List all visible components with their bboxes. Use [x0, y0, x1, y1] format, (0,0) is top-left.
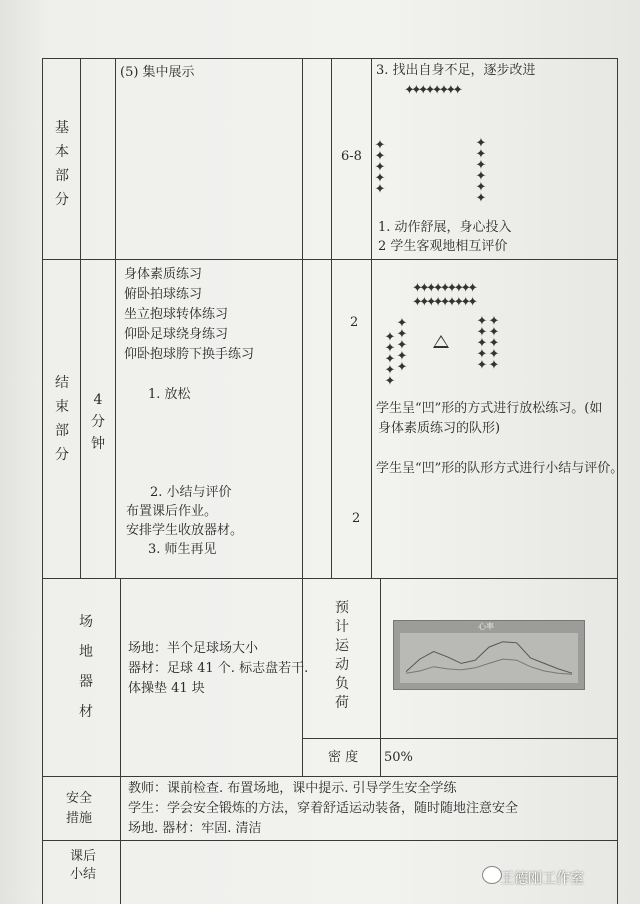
- chart-plot-area: [400, 633, 578, 683]
- end-section-label: 结 束 部 分: [55, 375, 69, 463]
- safety-line-3: 场地. 器材：牢固. 清洁: [128, 821, 262, 836]
- formation-col-c: ✦ ✦ ✦ ✦ ✦: [476, 314, 488, 373]
- heart-rate-series-1: [406, 642, 572, 674]
- safety-line-1: 教师：课前检查. 布置场地，课中提示. 引导学生安全学练: [128, 781, 457, 796]
- basic-notes-top: 3. 找出自身不足，逐步改进: [376, 63, 536, 78]
- row-divider-basic-end: [42, 259, 617, 260]
- formation-row-b: ✦✦✦✦✦✦✦✦✦: [412, 295, 475, 310]
- table-left-border: [42, 58, 43, 904]
- col-divider-load: [380, 578, 381, 776]
- load-label: 预 计 运 动 负 荷: [335, 600, 349, 711]
- end-content-5: 仰卧抱球胯下换手练习: [124, 347, 255, 362]
- end-org-note-2: 学生呈“凹”形的队形方式进行小结与评价。: [376, 461, 624, 476]
- venue-section-label: 场 地 器 材: [79, 614, 93, 720]
- density-label: 密 度: [328, 750, 359, 765]
- table-top-border: [42, 58, 617, 59]
- density-value: 50%: [384, 750, 413, 765]
- end-summary-1: 2. 小结与评价: [150, 485, 232, 500]
- watermark: 王德刚工作室: [500, 871, 584, 887]
- basic-section-label: 基 本 部 分: [55, 120, 69, 208]
- end-content-3: 坐立抱球转体练习: [124, 307, 229, 322]
- chart-title: 心率: [478, 622, 494, 631]
- formation-col-d: ✦ ✦ ✦ ✦ ✦: [488, 314, 500, 373]
- heart-rate-chart: [393, 620, 585, 690]
- formation-row-a: ✦✦✦✦✦✦✦✦✦: [412, 281, 475, 296]
- end-org-note-1a: 学生呈“凹”形的方式进行放松练习。(如: [376, 401, 603, 416]
- end-time-2: 2: [352, 511, 361, 526]
- safety-line-2: 学生：学会安全锻炼的方法，穿着舒适运动装备，随时随地注意安全: [128, 801, 519, 816]
- heart-rate-plot: [400, 633, 578, 683]
- end-summary-3: 安排学生收放器材。: [126, 523, 244, 538]
- heart-rate-series-2: [406, 659, 572, 674]
- equipment-text-1: 器材：足球 41 个. 标志盘若干.: [128, 661, 309, 676]
- end-section-duration: 4 分 钟: [91, 392, 105, 452]
- end-content-4: 仰卧足球绕身练习: [124, 327, 229, 342]
- col-divider-4: [331, 58, 332, 578]
- basic-note-2: 2 学生客观地相互评价: [378, 239, 508, 254]
- col-divider-venue: [120, 578, 121, 904]
- safety-label-1: 安全: [66, 791, 93, 806]
- formation-col-left: ✦ ✦ ✦ ✦ ✦: [374, 138, 386, 197]
- row-divider-venue-safety: [42, 776, 617, 777]
- equipment-text-2: 体操垫 41 块: [128, 681, 205, 696]
- table-right-border: [617, 58, 618, 904]
- col-divider-1: [80, 58, 81, 578]
- formation-col-a: ✦ ✦ ✦ ✦ ✦: [384, 330, 396, 389]
- after-class-label-1: 课后: [70, 849, 97, 864]
- safety-label-2: 措施: [66, 811, 93, 826]
- after-class-label-2: 小结: [70, 867, 97, 882]
- end-org-note-1b: 身体素质练习的队形): [378, 421, 501, 436]
- row-divider-end-venue: [42, 578, 617, 579]
- end-content-2: 俯卧拍球练习: [124, 287, 203, 302]
- row-divider-safety-summary: [42, 840, 617, 841]
- basic-time: 6-8: [341, 149, 362, 164]
- basic-content: (5) 集中展示: [120, 65, 195, 80]
- col-divider-2: [115, 58, 116, 578]
- formation-col-right: ✦ ✦ ✦ ✦ ✦ ✦: [475, 136, 487, 206]
- venue-text: 场地：半个足球场大小: [128, 641, 259, 656]
- end-relax: 1. 放松: [148, 387, 191, 402]
- end-summary-2: 布置课后作业。: [126, 504, 218, 519]
- formation-col-b: ✦ ✦ ✦ ✦ ✦: [396, 316, 408, 375]
- end-content-1: 身体素质练习: [124, 267, 203, 282]
- end-time-1: 2: [350, 315, 359, 330]
- row-divider-load-density: [302, 738, 617, 739]
- wechat-icon: [482, 866, 502, 884]
- basic-note-1: 1. 动作舒展，身心投入: [378, 220, 512, 235]
- end-summary-4: 3. 师生再见: [148, 542, 217, 557]
- teacher-triangle-icon: [433, 335, 449, 348]
- formation-row-top: ✦✦✦✦✦✦✦✦: [404, 83, 460, 98]
- col-divider-5: [371, 58, 372, 578]
